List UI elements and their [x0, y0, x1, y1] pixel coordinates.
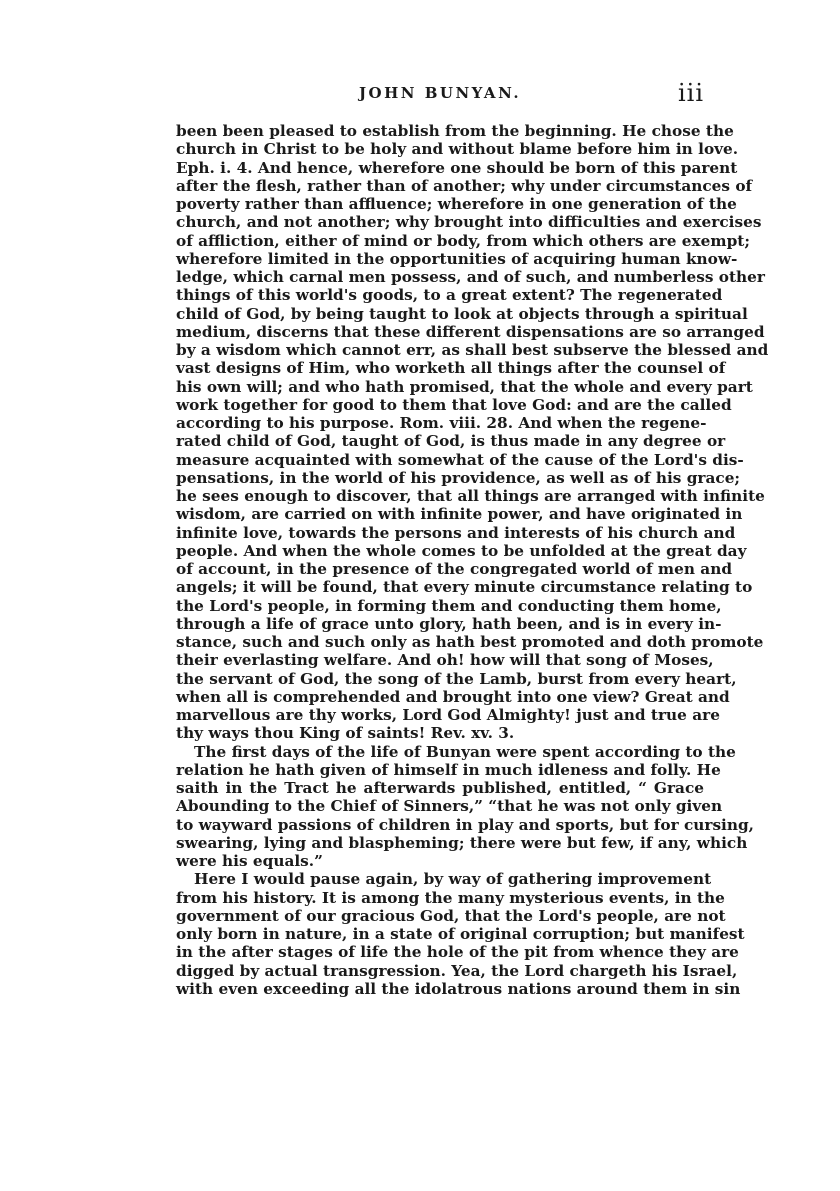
text-line: with even exceeding all the idolatrous nations around them in sin	[176, 979, 741, 998]
text-line: wherefore limited in the opportunities of acquiring human know-	[176, 249, 738, 268]
text-line: work together for good to them that love God: and are the called	[176, 395, 732, 414]
text-line: medium, discerns that these different dispensations are so arranged	[176, 322, 765, 341]
text-line: according to his purpose. Rom. viii. 28. And when the regene-	[176, 414, 707, 432]
text-line: infinite love, towards the persons and interests of his church and	[176, 523, 736, 542]
text-line: saith in the Tract he afterwards published, entitled, “ Grace	[176, 779, 704, 797]
text-line: the Lord's people, in forming them and conducting them home,	[176, 596, 722, 615]
running-title: JOHN BUNYAN.	[358, 84, 522, 102]
text-line: Abounding to the Chief of Sinners,” “that he was not only given	[176, 797, 723, 816]
text-line: digged by actual transgression. Yea, the Lord chargeth his Israel,	[176, 961, 738, 980]
text-line: of account, in the presence of the congregated world of men and	[176, 560, 733, 578]
text-line: government of our gracious God, that the Lord's people, are not	[176, 906, 726, 925]
text-line: child of God, by being taught to look at objects through a spiritual	[176, 304, 748, 323]
text-line: Here I would pause again, by way of gathering improvement	[194, 870, 712, 889]
text-line: their everlasting welfare. And oh! how will that song of Moses,	[176, 651, 714, 670]
text-line: swearing, lying and blaspheming; there were but few, if any, which	[176, 833, 748, 852]
text-line: pensations, in the world of his providence, as well as of his grace;	[176, 468, 741, 487]
text-line: things of this world's goods, to a great extent? The regenerated	[176, 286, 723, 305]
text-line: people. And when the whole comes to be unfolded at the great day	[176, 541, 747, 560]
text-line: Eph. i. 4. And hence, wherefore one should be born of this parent	[176, 158, 738, 177]
text-line: rated child of God, taught of God, is thus made in any degree or	[176, 432, 726, 451]
running-head	[176, 79, 704, 110]
text-line: in the after stages of life the hole of the pit from whence they are	[176, 943, 739, 962]
text-line: relation he hath given of himself in much idleness and folly. He	[176, 760, 721, 779]
text-line: from his history. It is among the many mysterious events, in the	[176, 888, 725, 907]
text-line: church in Christ to be holy and without blame before him in love.	[176, 140, 739, 159]
paragraph	[176, 742, 755, 871]
text-line: wisdom, are carried on with infinite power, and have originated in	[176, 505, 743, 524]
text-line: thy ways thou King of saints! Rev. xv. 3.	[176, 724, 515, 743]
text-line: church, and not another; why brought into difficulties and exercises	[176, 213, 762, 232]
paragraph	[176, 122, 769, 743]
text-line: only born in nature, in a state of original corruption; but manifest	[176, 925, 745, 943]
text-line: marvellous are thy works, Lord God Almighty! just and true are	[176, 706, 720, 724]
text-line: through a life of grace unto glory, hath been, and is in every in-	[176, 614, 722, 633]
text-line: stance, such and such only as hath best promoted and doth promote	[176, 633, 764, 651]
text-line: ledge, which carnal men possess, and of such, and numberless other	[176, 268, 765, 286]
text-line: by a wisdom which cannot err, as shall best subserve the blessed and	[176, 341, 769, 359]
text-line: been been pleased to establish from the beginning. He chose the	[176, 122, 734, 140]
text-line: of affliction, either of mind or body, from which others are exempt;	[176, 231, 750, 250]
text-line: vast designs of Him, who worketh all things after the counsel of	[176, 359, 726, 378]
text-line: poverty rather than affluence; wherefore in one generation of the	[176, 195, 737, 213]
text-line: he sees enough to discover, that all things are arranged with infinite	[176, 487, 765, 505]
text-line: The first days of the life of Bunyan were spent according to the	[194, 742, 736, 761]
text-line: angels; it will be found, that every minute circumstance relating to	[176, 578, 753, 597]
body-text	[176, 122, 769, 998]
paragraph	[176, 870, 745, 998]
text-line: to wayward passions of children in play and sports, but for cursing,	[176, 815, 755, 834]
text-line: the servant of God, the song of the Lamb, burst from every heart,	[176, 669, 737, 688]
text-line: when all is comprehended and brought into one view? Great and	[176, 687, 730, 706]
text-line: his own will; and who hath promised, that the whole and every part	[176, 377, 753, 396]
text-line: were his equals.”	[176, 852, 323, 870]
text-line: after the flesh, rather than of another; why under circumstances of	[176, 176, 753, 195]
text-line: measure acquainted with somewhat of the cause of the Lord's dis-	[176, 450, 744, 469]
page-number: iii	[677, 79, 704, 107]
